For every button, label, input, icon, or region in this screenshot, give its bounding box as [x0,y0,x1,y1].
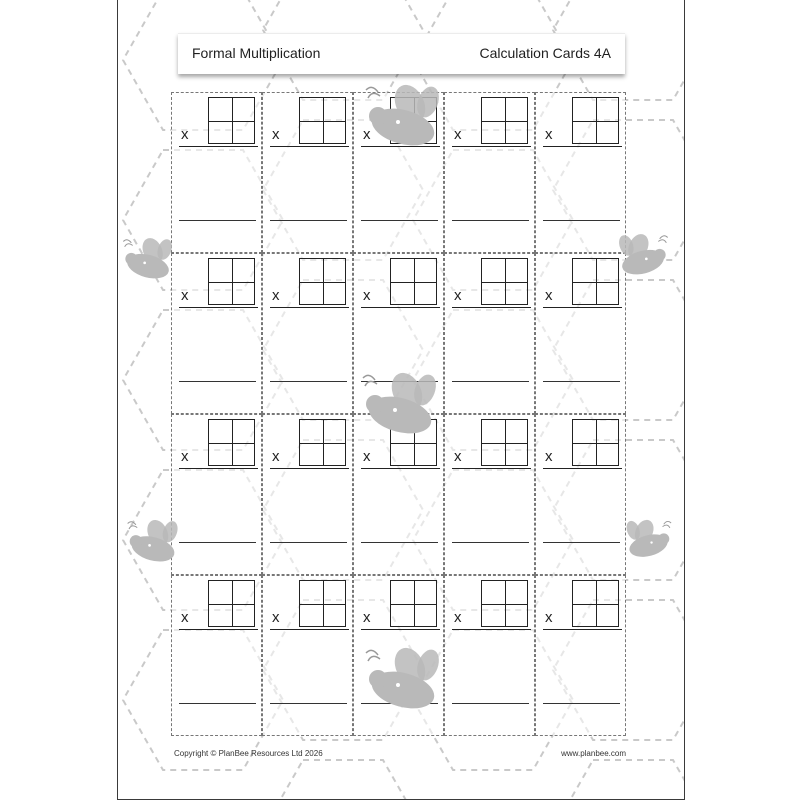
answer-line [270,542,347,543]
calculation-line [543,307,622,308]
multiplication-setup [450,580,532,632]
answer-line [179,542,256,543]
digit-boxes [481,258,528,305]
bee-icon [621,518,676,561]
multiplication-setup [450,258,532,310]
multiplication-setup [177,419,259,471]
multiply-sign: x [454,609,462,626]
multiplication-setup [177,97,259,149]
multiplication-setup [450,97,532,149]
multiplication-setup [541,419,623,471]
multiply-sign: x [545,448,553,465]
calculation-card [444,92,535,253]
digit-boxes [208,580,255,627]
calculation-card [171,575,262,736]
multiply-sign: x [272,448,280,465]
answer-line [543,381,620,382]
digit-boxes [390,580,437,627]
answer-line [270,381,347,382]
bee-icon [613,232,673,279]
answer-line [543,542,620,543]
calculation-card [262,414,353,575]
multiplication-setup [177,580,259,632]
answer-line [270,703,347,704]
multiply-sign: x [181,609,189,626]
calculation-card [171,253,262,414]
multiply-sign: x [363,609,371,626]
answer-line [179,220,256,221]
answer-line [361,220,438,221]
calculation-line [270,468,349,469]
calculation-line [270,629,349,630]
multiplication-setup [541,580,623,632]
multiplication-setup [268,580,350,632]
multiplication-setup [450,419,532,471]
calculation-line [452,307,531,308]
multiplication-setup [268,258,350,310]
multiply-sign: x [454,448,462,465]
digit-boxes [208,258,255,305]
bee-icon [118,236,178,283]
calculation-card [535,414,626,575]
answer-line [452,381,529,382]
digit-boxes [481,580,528,627]
digit-boxes [481,97,528,144]
calculation-line [361,307,440,308]
multiply-sign: x [363,287,371,304]
title-banner [178,33,625,74]
multiply-sign: x [454,287,462,304]
worksheet-page [117,0,685,800]
answer-line [543,220,620,221]
multiply-sign: x [545,126,553,143]
calculation-line [179,468,258,469]
calculation-card [444,253,535,414]
answer-line [543,703,620,704]
copyright-text: Copyright © PlanBee Resources Ltd 2026 [174,749,323,758]
digit-boxes [299,258,346,305]
calculation-line [543,468,622,469]
calculation-card [444,575,535,736]
answer-line [452,542,529,543]
calculation-line [179,146,258,147]
answer-line [452,220,529,221]
multiplication-setup [541,97,623,149]
answer-line [270,220,347,221]
digit-boxes [299,97,346,144]
multiplication-setup [268,97,350,149]
digit-boxes [208,419,255,466]
worksheet-subtitle: Calculation Cards 4A [479,45,611,61]
multiply-sign: x [454,126,462,143]
calculation-line [452,468,531,469]
calculation-line [543,629,622,630]
calculation-card [444,414,535,575]
multiply-sign: x [545,287,553,304]
digit-boxes [299,580,346,627]
multiplication-setup [268,419,350,471]
multiplication-setup [359,580,441,632]
multiply-sign: x [272,287,280,304]
multiply-sign: x [272,126,280,143]
digit-boxes [572,258,619,305]
calculation-card [535,92,626,253]
calculation-card [262,253,353,414]
calculation-line [270,307,349,308]
multiplication-setup [541,258,623,310]
multiply-sign: x [181,448,189,465]
calculation-card [171,414,262,575]
calculation-line [452,629,531,630]
calculation-card [262,575,353,736]
calculation-line [361,629,440,630]
multiplication-setup [359,258,441,310]
calculation-card [171,92,262,253]
multiply-sign: x [363,126,371,143]
answer-line [179,381,256,382]
calculation-line [543,146,622,147]
multiply-sign: x [545,609,553,626]
worksheet-title: Formal Multiplication [192,45,321,61]
digit-boxes [208,97,255,144]
answer-line [179,703,256,704]
multiply-sign: x [181,287,189,304]
calculation-card [262,92,353,253]
calculation-line [179,307,258,308]
multiply-sign: x [363,448,371,465]
calculation-line [452,146,531,147]
multiply-sign: x [272,609,280,626]
bee-icon [358,82,448,152]
calculation-card [535,575,626,736]
bee-icon [358,645,448,715]
digit-boxes [299,419,346,466]
multiplication-setup [177,258,259,310]
answer-line [361,542,438,543]
digit-boxes [572,97,619,144]
calculation-line [179,629,258,630]
answer-line [452,703,529,704]
calculation-line [270,146,349,147]
multiply-sign: x [181,126,189,143]
calculation-line [361,468,440,469]
digit-boxes [572,419,619,466]
website-url: www.planbee.com [561,749,626,758]
bee-icon [122,518,184,566]
digit-boxes [481,419,528,466]
bee-icon [355,370,445,440]
digit-boxes [572,580,619,627]
digit-boxes [390,258,437,305]
